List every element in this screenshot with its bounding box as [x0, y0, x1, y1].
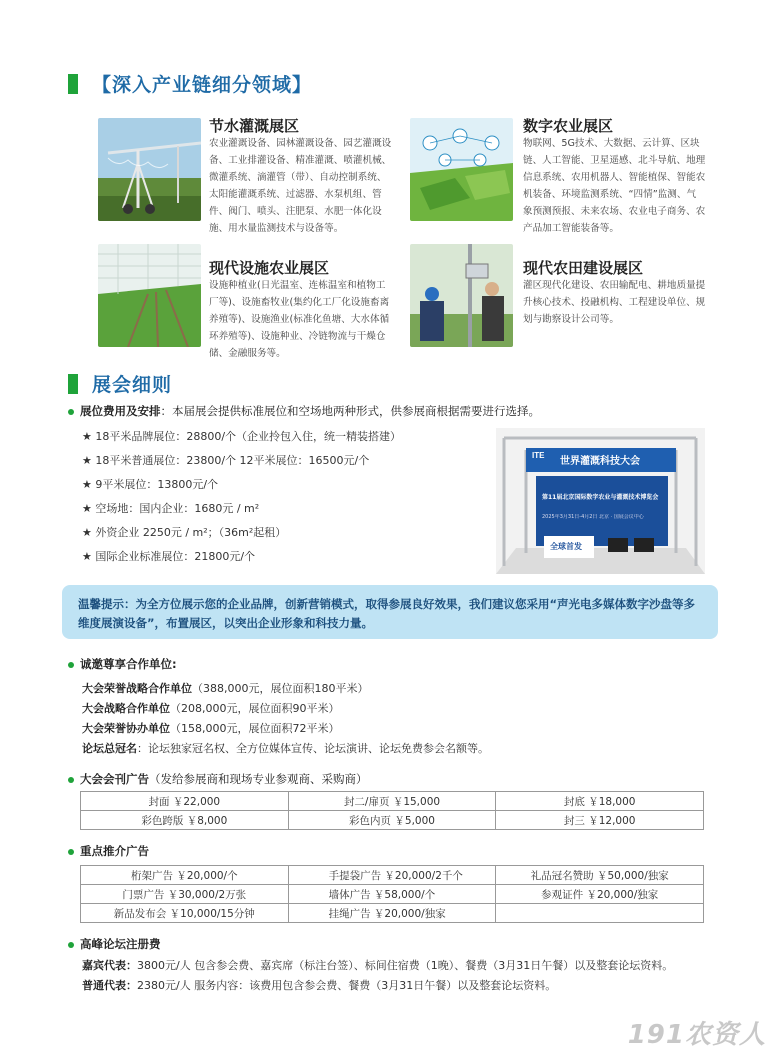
partner-item [82, 680, 368, 696]
registration-heading [68, 936, 161, 952]
section-marker [68, 374, 78, 394]
zone-desc-irrigation [209, 135, 405, 237]
desc-line: 太阳能灌溉系统、过滤器、水泵机组、管 [209, 189, 382, 200]
fee-line: ★ 空场地：国内企业：1680元 / m² [82, 502, 260, 515]
booth-fee-label: 展位费用及安排 [80, 404, 161, 418]
table-row [81, 885, 704, 904]
registration-item [82, 977, 556, 993]
desc-line: 农业灌溉设备、园林灌溉设备、园艺灌溉设 [209, 138, 392, 149]
fee-line: ★ 18平米品牌展位：28800/个（企业拎包入住，统一精装搭建） [82, 430, 402, 443]
partners-heading [68, 656, 177, 672]
section-heading: 展会细则 [92, 374, 173, 396]
section-heading: 【深入产业链细分领域】 [92, 74, 313, 96]
desc-line: 链、人工智能、卫星遥感、北斗导航、地理 [523, 155, 706, 166]
booth-date: 2025年3月31日-4月2日 北京 · 国展会议中心 [542, 514, 644, 520]
journal-ad-label: 大会会刊广告 [80, 772, 149, 786]
desc-line: 厂等)、设施畜牧业(集约化工厂化设施畜离 [209, 297, 390, 308]
table-cell: 参观证件 ￥20,000/独家 [496, 885, 704, 904]
partner-item [82, 740, 489, 756]
promo-ad-heading-text: 重点推介广告 [80, 844, 149, 858]
table-cell: 门票广告 ￥30,000/2万张 [81, 885, 289, 904]
irrigation-photo [98, 118, 201, 221]
partner-detail: ：论坛独家冠名权、全方位媒体宣传、论坛演讲、论坛免费参会名额等。 [137, 742, 489, 755]
desc-line: 象预测预报、未来农场、农业电子商务、农 [523, 206, 706, 217]
journal-ad-note: （发给参展商和现场专业参观商、采购商） [149, 772, 368, 786]
table-cell: 墙体广告 ￥58,000/个 [288, 885, 496, 904]
bullet-dot [68, 409, 74, 415]
bullet-dot [68, 777, 74, 783]
desc-line: 产品加工智能装备等。 [523, 223, 619, 234]
partner-label: 大会荣誉战略合作单位 [82, 682, 192, 695]
booth-sign: 世界灌溉科技大会 [560, 456, 640, 467]
table-cell: 手提袋广告 ￥20,000/2千个 [288, 866, 496, 885]
registration-label: 嘉宾代表： [82, 959, 137, 972]
table-row [81, 811, 704, 830]
table-cell: 封三 ￥12,000 [496, 811, 704, 830]
zone-desc-facility [209, 277, 405, 362]
promo-ad-heading [68, 843, 149, 859]
desc-line: 微灌系统、滴灌管（带）、自动控制系统、 [209, 172, 387, 183]
journal-ad-table [80, 791, 704, 830]
desc-line: 灌区现代化建设、农田输配电、耕地质量提 [523, 280, 706, 291]
table-cell: 桁架广告 ￥20,000/个 [81, 866, 289, 885]
table-cell: 礼品冠名赞助 ￥50,000/独家 [496, 866, 704, 885]
promo-ad-table [80, 865, 704, 923]
registration-heading-text: 高峰论坛注册费 [80, 937, 161, 951]
watermark: 191农资人 [627, 1020, 766, 1050]
desc-line: 件、阀门、喷头、注肥泵、水肥一体化设 [209, 206, 382, 217]
booth-logo: ITE [532, 451, 545, 460]
partners-heading-text: 诚邀尊享合作单位: [80, 657, 177, 671]
desc-line: 环养殖等)、设施种业、冷链物流与干燥仓 [209, 331, 386, 342]
desc-line: 机装备、环境监测系统、“四情”监测、气 [523, 189, 697, 200]
zone-title-digital: 数字农业展区 [523, 117, 614, 135]
bullet-dot [68, 662, 74, 668]
registration-item [82, 957, 673, 973]
partner-detail: （208,000元，展位面积90平米） [170, 702, 340, 715]
table-row [81, 866, 704, 885]
section-marker [68, 74, 78, 94]
bullet-dot [68, 942, 74, 948]
registration-label: 普通代表： [82, 979, 137, 992]
table-row [81, 792, 704, 811]
fee-line: ★ 国际企业标准展位：21800元/个 [82, 550, 256, 563]
digital-agriculture-photo [410, 118, 513, 221]
partner-detail: （388,000元，展位面积180平米） [192, 682, 369, 695]
table-cell: 彩色跨版 ￥8,000 [81, 811, 289, 830]
table-cell: 新品发布会 ￥10,000/15分钟 [81, 904, 289, 923]
desc-line: 信息系统、农用机器人、智能植保、智能农 [523, 172, 706, 183]
zone-title-irrigation: 节水灌溉展区 [209, 117, 300, 135]
desc-line: 物联网、5G技术、大数据、云计算、区块 [523, 138, 700, 149]
desc-line: 划与勘察设计公司等。 [523, 314, 619, 325]
table-cell: 彩色内页 ￥5,000 [288, 811, 496, 830]
booth-desk-text: 全球首发 [550, 542, 582, 551]
table-cell: 封二/扉页 ￥15,000 [288, 792, 496, 811]
partner-item [82, 720, 339, 736]
table-cell: 封底 ￥18,000 [496, 792, 704, 811]
table-cell: 挂绳广告 ￥20,000/独家 [288, 904, 496, 923]
registration-detail: 3800元/人 包含参会费、嘉宾席（标注台签）、标间住宿费（1晚）、餐费（3月31日午餐）以及整套论坛资料。 [137, 959, 674, 972]
booth-fee-heading [68, 403, 540, 419]
zone-desc-digital [523, 135, 715, 237]
booth-rendering [496, 428, 705, 574]
desc-line: 设施种植业(日光温室、连栋温室和植物工 [209, 280, 386, 291]
greenhouse-photo [98, 244, 201, 347]
fee-line: ★ 外资企业 2250元 / m²；（36m²起租） [82, 526, 287, 539]
desc-line: 养殖等)、设施渔业(标准化鱼塘、大水体循 [209, 314, 390, 325]
section-title-details [68, 370, 172, 397]
desc-line: 储、金融服务等。 [209, 348, 286, 359]
desc-line: 施、用水量监测技术与设备等。 [209, 223, 344, 234]
table-cell [496, 904, 704, 923]
partner-label: 大会荣誉协办单位 [82, 722, 170, 735]
journal-ad-heading [68, 771, 368, 787]
farmland-workers-photo [410, 244, 513, 347]
table-row [81, 904, 704, 923]
zone-desc-farmland [523, 277, 715, 328]
desc-line: 升核心技术、投融机构、工程建设单位、规 [523, 297, 706, 308]
table-cell: 封面 ￥22,000 [81, 792, 289, 811]
zone-title-farmland: 现代农田建设展区 [523, 259, 644, 277]
section-title-industry [68, 70, 312, 97]
booth-banner: 第11届北京国际数字农业与灌溉技术博览会 [542, 494, 659, 501]
partner-label: 论坛总冠名 [82, 742, 137, 755]
partner-label: 大会战略合作单位 [82, 702, 170, 715]
partner-detail: （158,000元，展位面积72平米） [170, 722, 340, 735]
fee-line: ★ 9平米展位：13800元/个 [82, 478, 219, 491]
bullet-dot [68, 849, 74, 855]
tip-box: 温馨提示：为全方位展示您的企业品牌，创新营销模式，取得参展良好效果，我们建议您采用“声光电多媒体数字沙盘等多维度展演设备”，布置展区，以突出企业形象和科技力量。 [62, 585, 718, 639]
partner-item [82, 700, 339, 716]
registration-detail: 2380元/人 服务内容：该费用包含参会费、餐费（3月31日午餐）以及整套论坛资料。 [137, 979, 557, 992]
desc-line: 备、工业排灌设备、精准灌溉、喷灌机械、 [209, 155, 392, 166]
fee-line: ★ 18平米普通展位：23800/个 12平米展位：16500元/个 [82, 454, 370, 467]
booth-fee-text: ：本届展会提供标准展位和空场地两种形式，供参展商根据需要进行选择。 [160, 404, 540, 418]
zone-title-facility: 现代设施农业展区 [209, 259, 330, 277]
